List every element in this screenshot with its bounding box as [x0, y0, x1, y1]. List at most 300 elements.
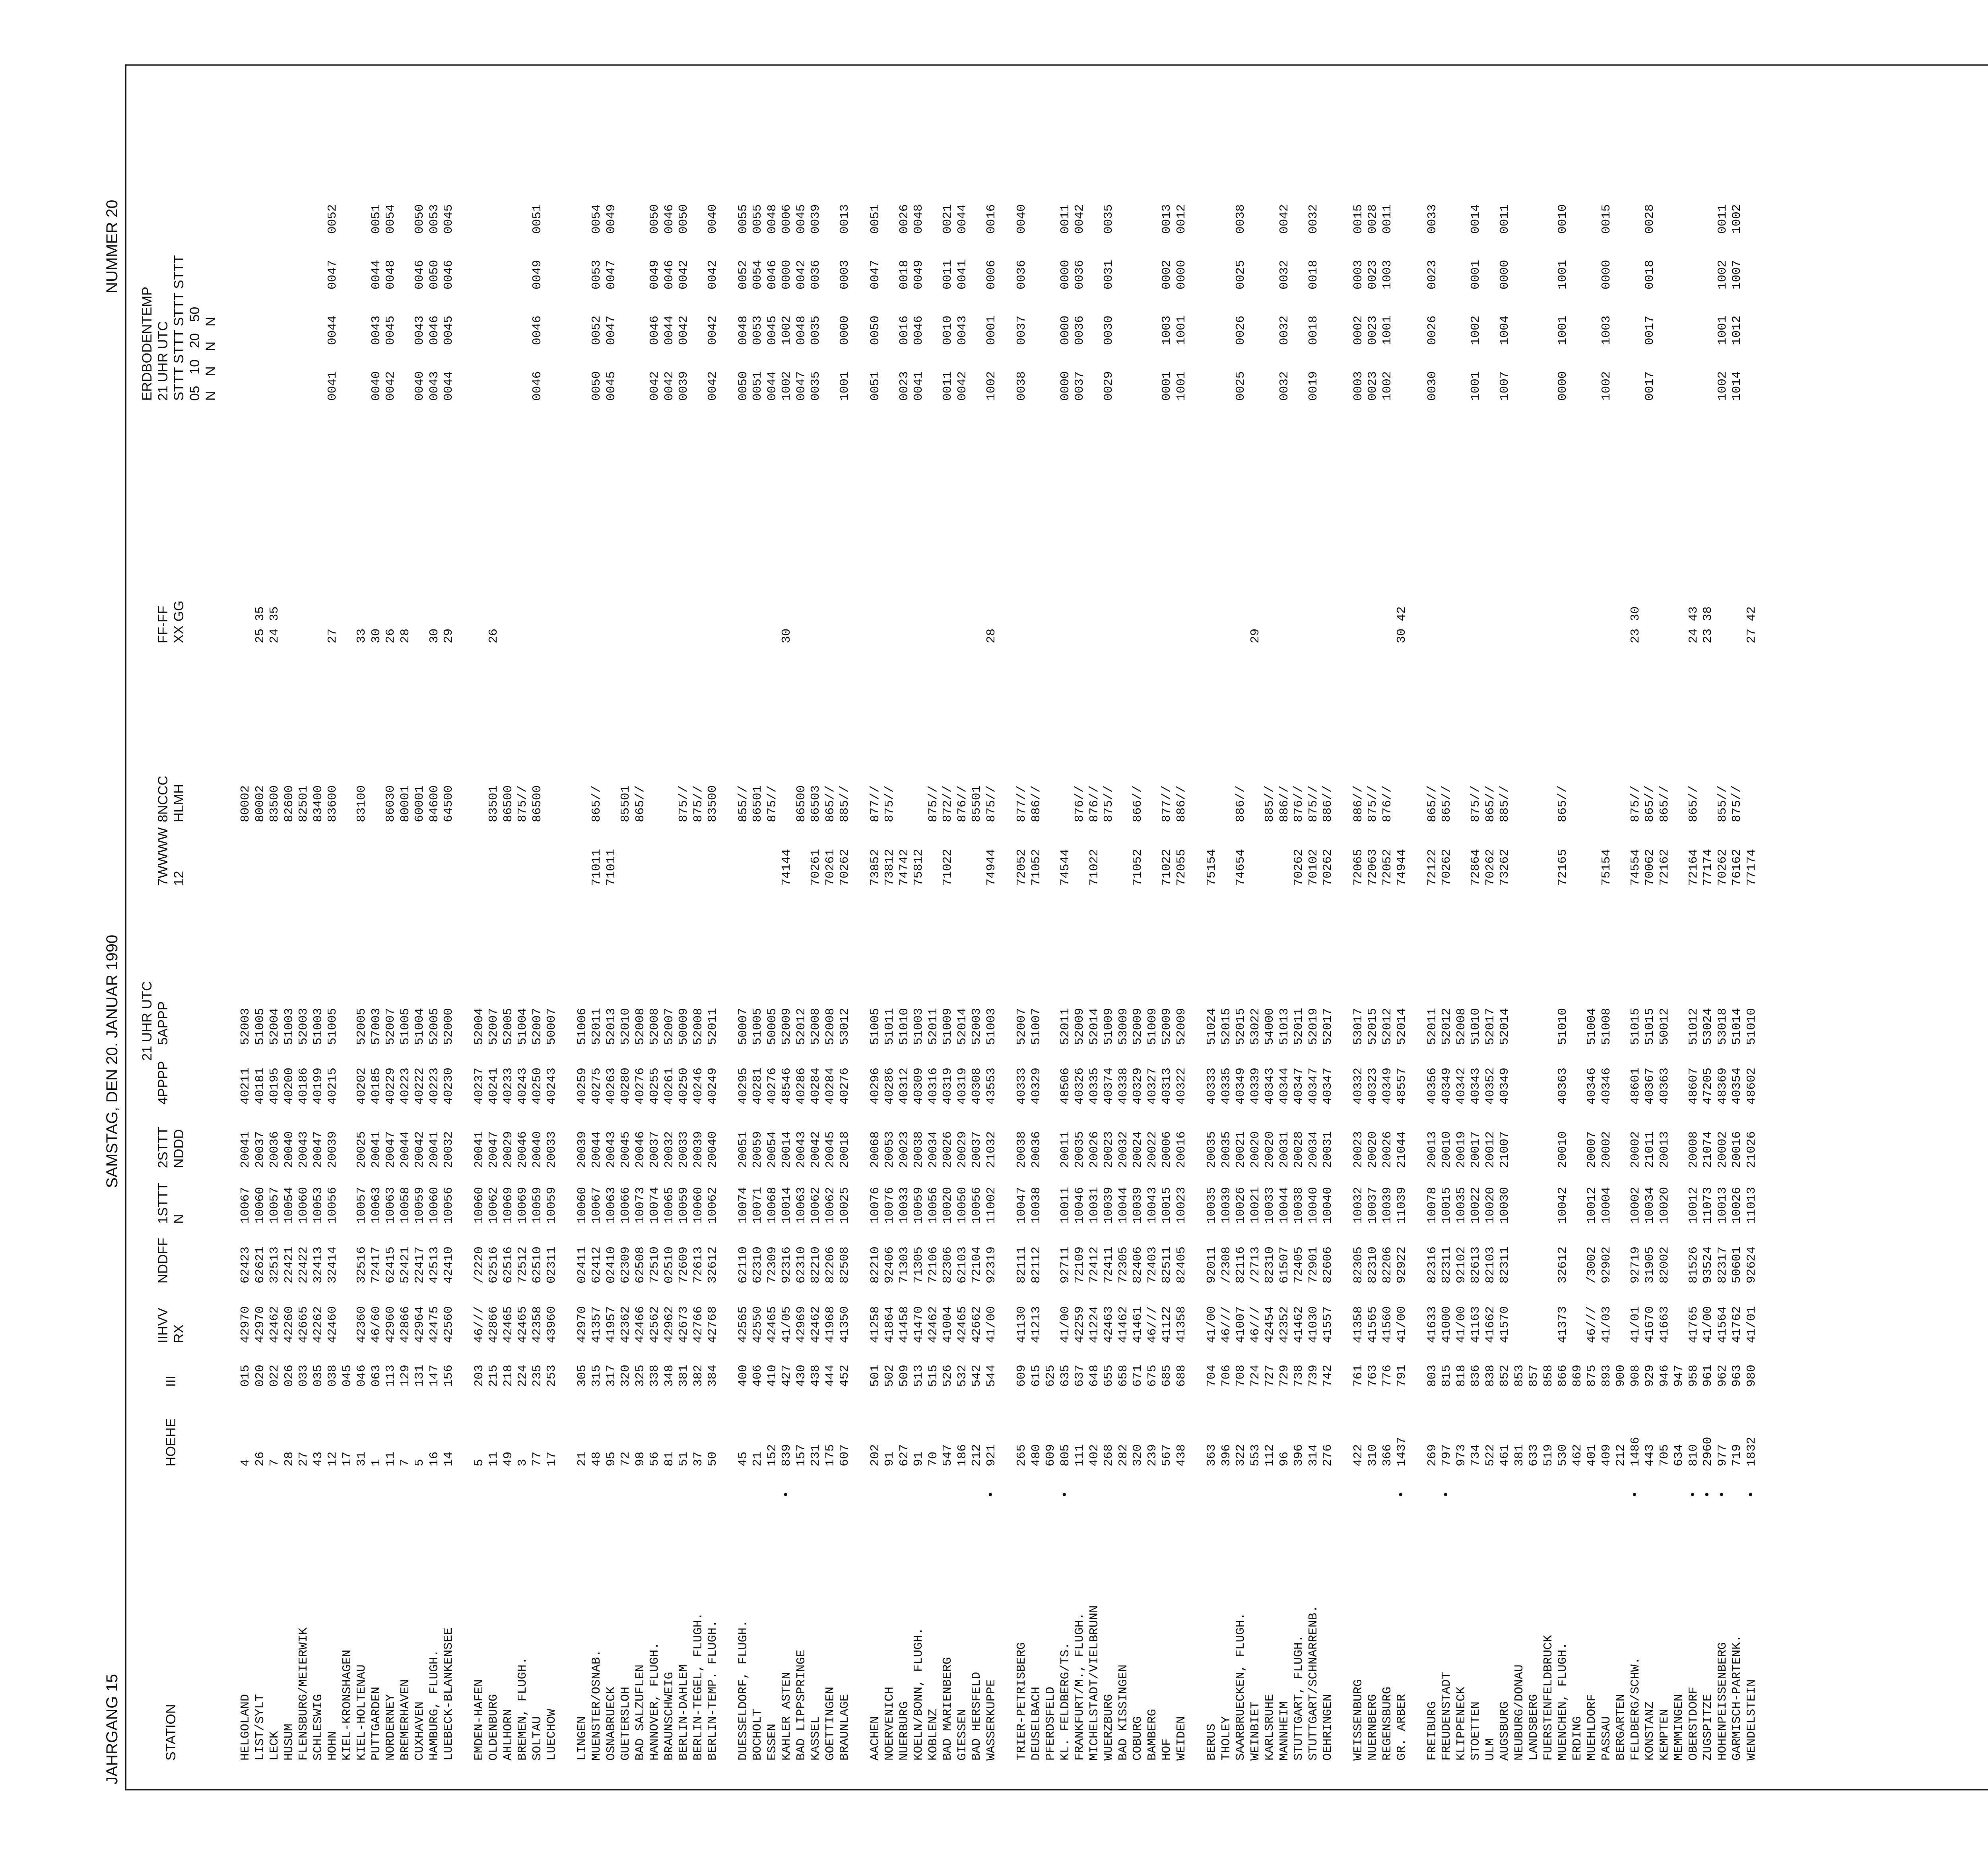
ncc-value: 86503	[809, 785, 823, 822]
stt1-value: 10062	[487, 1186, 501, 1224]
nddff-value: 82111	[1015, 1246, 1029, 1283]
table-row	[1307, 75, 1321, 1777]
appp-value: 52009	[780, 1008, 794, 1045]
iihvv-value: 42463	[1102, 1306, 1116, 1343]
iihvv-value: 41030	[1306, 1306, 1320, 1343]
table-row	[604, 75, 619, 1777]
nddff-value: 31905	[1643, 1246, 1657, 1283]
stt1-value: 10044	[1277, 1186, 1291, 1224]
soil-05-value: 0040	[369, 371, 383, 401]
stt2-value: 20020	[1366, 1131, 1380, 1168]
iii-value: 410	[765, 1365, 779, 1387]
station-name: KEMPTEN	[1657, 1709, 1672, 1761]
ncc-value: 865//	[823, 785, 837, 822]
station-name: AACHEN	[868, 1716, 882, 1761]
station-name: KARLSRUHE	[1263, 1694, 1277, 1761]
stt1-value: 10004	[1599, 1186, 1613, 1224]
stt2-value: 20046	[633, 1131, 647, 1168]
pppp-value: 40250	[677, 1067, 691, 1105]
table-row	[1512, 75, 1527, 1777]
table-row	[648, 75, 662, 1777]
soil-10-value: 0037	[1015, 315, 1029, 345]
hoehe-value: 12	[326, 1451, 340, 1466]
appp-value: 51012	[1686, 1008, 1701, 1045]
station-name: PFERDSFELD	[1044, 1686, 1058, 1761]
iihvv-value: 46///	[472, 1306, 486, 1343]
table-row	[1205, 75, 1219, 1777]
hoehe-value: 366	[1380, 1444, 1394, 1466]
stt2-value: 20010	[1440, 1131, 1454, 1168]
table-row	[1116, 75, 1131, 1777]
appp-value: 51009	[1102, 1008, 1116, 1045]
appp-value: 51010	[1556, 1008, 1570, 1045]
pppp-value: 40333	[1015, 1067, 1029, 1105]
soil-10-value: 1002	[780, 315, 794, 345]
iihvv-value: 42969	[794, 1306, 808, 1343]
appp-value: 52009	[1073, 1008, 1087, 1045]
ncc-value: 83501	[487, 785, 501, 822]
appp-value: 52009	[1174, 1008, 1188, 1045]
table-row	[1351, 75, 1366, 1777]
station-name: THOLEY	[1219, 1716, 1233, 1761]
soil-10-value: 1001	[1556, 315, 1570, 345]
stt1-value: 10012	[1686, 1186, 1701, 1224]
iihvv-value: 42465	[765, 1306, 779, 1343]
station-name: LUECHOW	[545, 1709, 559, 1761]
pppp-value: 40316	[926, 1067, 940, 1105]
stt2-value: 20008	[1686, 1131, 1701, 1168]
nddff-value: /3002	[1585, 1246, 1599, 1283]
hoehe-value: 282	[1116, 1444, 1130, 1466]
stt1-value: 10067	[239, 1186, 252, 1224]
stt2-value: 20043	[794, 1131, 808, 1168]
stt2-value: 20028	[1292, 1131, 1306, 1168]
soil-50-value: 0040	[1015, 204, 1029, 234]
iii-value: 224	[516, 1365, 530, 1387]
soil-20-value: 0000	[780, 260, 794, 289]
iii-value: 235	[530, 1365, 544, 1387]
hoehe-value: 276	[1321, 1444, 1335, 1466]
pppp-value: 40185	[369, 1067, 383, 1105]
pppp-value: 40363	[1556, 1067, 1570, 1105]
iihvv-value: 41/00	[984, 1306, 998, 1343]
wwww-value: 73852	[868, 849, 882, 886]
soil-10-value: 0002	[1351, 315, 1365, 345]
soil-20-value: 0049	[530, 260, 544, 289]
hoehe-value: 4	[239, 1459, 252, 1466]
soil-10-value: 0018	[1306, 315, 1320, 345]
stt1-value: 10059	[545, 1186, 559, 1224]
iii-value: 026	[282, 1365, 296, 1387]
wwww-value: 74742	[897, 849, 911, 886]
appp-value: 52014	[1498, 1008, 1512, 1045]
nddff-value: 82311	[1498, 1246, 1512, 1283]
station-name: MUEHLDORF	[1585, 1694, 1599, 1761]
stt2-value: 20035	[1219, 1131, 1233, 1168]
ncc-value: 865//	[1440, 785, 1454, 822]
iii-value: 857	[1527, 1365, 1541, 1387]
table-row	[297, 75, 311, 1777]
table-row	[1440, 75, 1454, 1777]
soil-10-value: 0043	[413, 315, 427, 345]
ncc-value: 875//	[984, 785, 998, 822]
soil-50-value: 0006	[780, 204, 794, 234]
ncc-value: 875//	[1102, 785, 1116, 822]
nddff-value: 92406	[883, 1246, 897, 1283]
appp-value: 53022	[1248, 1008, 1262, 1045]
nddff-value: 82613	[1469, 1246, 1483, 1283]
soil-05-value: 0017	[1643, 371, 1657, 401]
iii-value: 706	[1219, 1365, 1233, 1387]
appp-value: 52004	[268, 1008, 282, 1045]
iii-value: 406	[751, 1365, 765, 1387]
nddff-value: 61507	[1277, 1246, 1291, 1283]
ncc-value: 875//	[691, 785, 705, 822]
col-wwww: 7WWWW 12	[155, 827, 186, 886]
iihvv-value: 42460	[326, 1306, 340, 1343]
ff-value: 24 35	[268, 606, 282, 643]
nddff-value: 72510	[648, 1246, 662, 1283]
iihvv-value: 41462	[1292, 1306, 1306, 1343]
appp-value: 51003	[311, 1008, 325, 1045]
soil-20-value: 0042	[706, 260, 720, 289]
stt1-value: 10050	[955, 1186, 969, 1224]
iihvv-value: 42970	[575, 1306, 589, 1343]
soil-20-value: 0011	[941, 260, 955, 289]
appp-value: 52008	[648, 1008, 662, 1045]
table-row	[662, 75, 677, 1777]
iii-value: 900	[1614, 1365, 1628, 1387]
table-row	[941, 75, 955, 1777]
table-row	[1395, 75, 1409, 1777]
hoehe-value: 522	[1483, 1444, 1497, 1466]
pppp-value: 40343	[1469, 1067, 1483, 1105]
table-row	[1145, 75, 1160, 1777]
wwww-value: 76162	[1730, 849, 1744, 886]
ncc-value: 80001	[398, 785, 412, 822]
nddff-value: 02311	[545, 1246, 559, 1283]
stt1-value: 10062	[706, 1186, 720, 1224]
pppp-value: 40333	[1205, 1067, 1219, 1105]
soil-10-value: 0036	[1073, 315, 1087, 345]
stt1-value: 10032	[1351, 1186, 1365, 1224]
iii-value: 724	[1248, 1365, 1262, 1387]
stt2-value: 20035	[1073, 1131, 1087, 1168]
mountain-marker: •	[1715, 1491, 1730, 1498]
hoehe-value: 3	[516, 1459, 530, 1466]
appp-value: 52007	[530, 1008, 544, 1045]
stt2-value: 20034	[926, 1131, 940, 1168]
wwww-value: 72052	[1015, 849, 1029, 886]
pppp-value: 40202	[355, 1067, 369, 1105]
iihvv-value: 41000	[1440, 1306, 1454, 1343]
iii-value: 131	[413, 1365, 427, 1387]
table-row	[1571, 75, 1585, 1777]
iihvv-value: 41350	[838, 1306, 852, 1343]
stt2-value: 20026	[941, 1131, 955, 1168]
hoehe-value: 45	[736, 1451, 750, 1466]
soil-10-value: 0026	[1234, 315, 1248, 345]
stt1-value: 10054	[282, 1186, 296, 1224]
stt1-value: 10060	[297, 1186, 311, 1224]
iihvv-value: 41864	[883, 1306, 897, 1343]
table-row	[1541, 75, 1556, 1777]
iii-value: 203	[472, 1365, 486, 1387]
nddff-value: 72412	[1087, 1246, 1101, 1283]
stt2-value: 20026	[1380, 1131, 1394, 1168]
appp-value: 52011	[1425, 1008, 1439, 1045]
iii-value: 022	[268, 1365, 282, 1387]
soil-05-value: 0044	[442, 371, 456, 401]
iihvv-value: 42358	[530, 1306, 544, 1343]
iii-value: 947	[1672, 1365, 1686, 1387]
date-label: SAMSTAG, DEN 20. JANUAR 1990	[103, 934, 121, 1188]
iii-value: 739	[1306, 1365, 1320, 1387]
ff-value: 30 42	[1395, 606, 1409, 643]
iihvv-value: 46///	[1585, 1306, 1599, 1343]
station-name: HOHENPEISSENBERG	[1715, 1642, 1730, 1761]
iihvv-value: 42454	[1263, 1306, 1277, 1343]
iii-value: 427	[780, 1365, 794, 1387]
soil-10-value: 0017	[1643, 315, 1657, 345]
stt1-value: 10033	[897, 1186, 911, 1224]
soil-20-value: 1007	[1730, 260, 1744, 289]
table-row	[1029, 75, 1044, 1777]
soil-05-value: 1002	[780, 371, 794, 401]
pppp-value: 40250	[530, 1067, 544, 1105]
table-row	[1366, 75, 1380, 1777]
stt2-value: 20029	[955, 1131, 969, 1168]
stt2-value: 20043	[604, 1131, 618, 1168]
nddff-value: /2713	[1248, 1246, 1262, 1283]
soil-50-value: 0012	[1174, 204, 1188, 234]
stt2-value: 20034	[1306, 1131, 1320, 1168]
iii-value: 045	[340, 1365, 354, 1387]
stt1-value: 10025	[838, 1186, 852, 1224]
wwww-value: 70102	[1306, 849, 1320, 886]
wwww-value: 71011	[604, 849, 618, 886]
iii-value: 893	[1599, 1365, 1613, 1387]
station-name: KOBLENZ	[926, 1709, 940, 1761]
soil-50-value: 0052	[326, 204, 340, 234]
pppp-value: 40343	[1263, 1067, 1277, 1105]
soil-20-value: 0003	[838, 260, 852, 289]
table-row	[897, 75, 912, 1777]
ncc-value: 865//	[1556, 785, 1570, 822]
pppp-value: 40339	[1248, 1067, 1262, 1105]
hoehe-value: 422	[1351, 1444, 1365, 1466]
stt1-value: 10039	[1131, 1186, 1145, 1224]
ff-value: 27	[326, 628, 340, 643]
hoehe-value: 973	[1454, 1444, 1468, 1466]
hoehe-value: 37	[691, 1451, 705, 1466]
ncc-value: 875//	[926, 785, 940, 822]
nddff-value: 92316	[780, 1246, 794, 1283]
stt1-value: 10056	[970, 1186, 984, 1224]
hoehe-value: 212	[970, 1444, 984, 1466]
ncc-value: 886//	[1234, 785, 1248, 822]
stt1-value: 10039	[1380, 1186, 1394, 1224]
hoehe-value: 81	[662, 1451, 676, 1466]
nddff-value: 82210	[809, 1246, 823, 1283]
iihvv-value: 42970	[253, 1306, 267, 1343]
stt2-value: 20032	[1116, 1131, 1130, 1168]
appp-value: 52012	[1440, 1008, 1454, 1045]
hoehe-value: 320	[1131, 1444, 1145, 1466]
soil-20-value: 0048	[384, 260, 398, 289]
appp-value: 51008	[1599, 1008, 1613, 1045]
soil-10-value: 0042	[677, 315, 691, 345]
appp-value: 52007	[662, 1008, 676, 1045]
appp-value: 52009	[1131, 1008, 1145, 1045]
table-row	[1248, 75, 1263, 1777]
ncc-value: 875//	[516, 785, 530, 822]
iihvv-value: 42673	[677, 1306, 691, 1343]
soil-20-value: 0018	[1306, 260, 1320, 289]
ncc-value: 83600	[326, 785, 340, 822]
soil-20-value: 1002	[1715, 260, 1730, 289]
ncc-value: 886//	[1029, 785, 1043, 822]
stt1-value: 10040	[1321, 1186, 1335, 1224]
nddff-value: 82511	[1160, 1246, 1174, 1283]
station-name: DUESSELDORF, FLUGH.	[736, 1620, 750, 1761]
ncc-value: 865//	[1686, 785, 1701, 822]
wwww-value: 72164	[1686, 849, 1701, 886]
iii-value: 544	[984, 1365, 998, 1387]
stt2-value: 20038	[912, 1131, 926, 1168]
stt1-value: 10056	[326, 1186, 340, 1224]
pppp-value: 48506	[1058, 1067, 1072, 1105]
iii-value: 963	[1730, 1365, 1744, 1387]
col-iii: III	[163, 1375, 179, 1387]
hoehe-value: 1486	[1628, 1437, 1642, 1466]
iihvv-value: 41/00	[1395, 1306, 1409, 1343]
soil-20-value: 0006	[984, 260, 998, 289]
table-row	[780, 75, 794, 1777]
appp-value: 52003	[297, 1008, 311, 1045]
hoehe-value: 51	[677, 1451, 691, 1466]
iihvv-value: 42560	[442, 1306, 456, 1343]
iii-value: 869	[1570, 1365, 1584, 1387]
table-row	[1672, 75, 1686, 1777]
iihvv-value: 41/05	[780, 1306, 794, 1343]
iii-value: 791	[1395, 1365, 1409, 1387]
table-row	[268, 75, 282, 1777]
table-row	[1015, 75, 1029, 1777]
ncc-value: 875//	[1366, 785, 1380, 822]
pppp-value: 40263	[604, 1067, 618, 1105]
ncc-value: 875//	[1730, 785, 1744, 822]
wwww-value: 74544	[1058, 849, 1072, 886]
station-name: KIEL-HOLTENAU	[355, 1664, 369, 1761]
stt1-value: 10044	[1116, 1186, 1130, 1224]
table-row	[369, 75, 384, 1777]
iihvv-value: 42665	[297, 1306, 311, 1343]
soil-50-value: 0046	[662, 204, 676, 234]
hoehe-value: 805	[1058, 1444, 1072, 1466]
hoehe-value: 11	[487, 1451, 501, 1466]
stt2-value: 20031	[1321, 1131, 1335, 1168]
stt1-value: 10012	[1585, 1186, 1599, 1224]
stt2-value: 20040	[706, 1131, 720, 1168]
pppp-value: 40284	[809, 1067, 823, 1105]
soil-50-value: 0055	[736, 204, 750, 234]
iii-value: 637	[1073, 1365, 1087, 1387]
iii-value: 675	[1145, 1365, 1159, 1387]
pppp-value: 40255	[648, 1067, 662, 1105]
hoehe-value: 212	[1614, 1444, 1628, 1466]
station-name: ULM	[1483, 1738, 1497, 1761]
appp-value: 51010	[897, 1008, 911, 1045]
nddff-value: 71303	[897, 1246, 911, 1283]
ncc-value: 875//	[1628, 785, 1642, 822]
hoehe-value: 609	[1044, 1444, 1058, 1466]
wwww-value: 71052	[1029, 849, 1043, 886]
wwww-value: 74654	[1234, 849, 1248, 886]
stt1-value: 10071	[751, 1186, 765, 1224]
table-row	[823, 75, 838, 1777]
hoehe-value: 719	[1730, 1444, 1744, 1466]
soil-50-value: 1002	[1730, 204, 1744, 234]
wwww-value: 72052	[1380, 849, 1394, 886]
station-name: WEISSENBURG	[1351, 1679, 1365, 1761]
soil-05-value: 1001	[838, 371, 852, 401]
iihvv-value: 41/01	[1744, 1306, 1759, 1343]
station-name: GIESSEN	[955, 1709, 969, 1761]
appp-value: 53012	[838, 1008, 852, 1045]
table-row	[1263, 75, 1277, 1777]
iii-value: 325	[633, 1365, 647, 1387]
soil-05-value: 0011	[941, 371, 955, 401]
station-name: BERLIN-TEMP. FLUGH.	[706, 1620, 720, 1761]
stt2-value: 20020	[1263, 1131, 1277, 1168]
soil-05-value: 0041	[912, 371, 926, 401]
table-row	[1716, 75, 1730, 1777]
iii-value: 962	[1715, 1365, 1730, 1387]
soil-50-value: 0045	[794, 204, 808, 234]
table-row	[1160, 75, 1174, 1777]
nddff-value: 42410	[442, 1246, 456, 1283]
nddff-value: 82306	[941, 1246, 955, 1283]
soil-20-value: 0036	[1073, 260, 1087, 289]
soil-50-value: 0051	[369, 204, 383, 234]
iihvv-value: 41007	[1234, 1306, 1248, 1343]
iihvv-value: 41662	[1483, 1306, 1497, 1343]
soil-50-value: 0054	[590, 204, 604, 234]
ncc-value: 80002	[253, 785, 267, 822]
ncc-value: 877//	[1015, 785, 1029, 822]
stt1-value: 10060	[691, 1186, 705, 1224]
soil-50-value: 0051	[530, 204, 544, 234]
soil-50-value: 0028	[1366, 204, 1380, 234]
pppp-value: 40286	[794, 1067, 808, 1105]
table-row	[926, 75, 941, 1777]
table-row	[1321, 75, 1335, 1777]
pppp-value: 40186	[297, 1067, 311, 1105]
soil-10-value: 0000	[1058, 315, 1072, 345]
stt2-value: 20044	[398, 1131, 412, 1168]
soil-20-value: 0053	[590, 260, 604, 289]
stt2-value: 20016	[1174, 1131, 1188, 1168]
iihvv-value: 41224	[1087, 1306, 1101, 1343]
iii-value: 046	[355, 1365, 369, 1387]
table-row	[384, 75, 398, 1777]
pppp-value: 40327	[1145, 1067, 1159, 1105]
appp-value: 51013	[1277, 1008, 1291, 1045]
appp-value: 52004	[472, 1008, 486, 1045]
soil-50-value: 0011	[1058, 204, 1072, 234]
soil-10-value: 0030	[1102, 315, 1116, 345]
